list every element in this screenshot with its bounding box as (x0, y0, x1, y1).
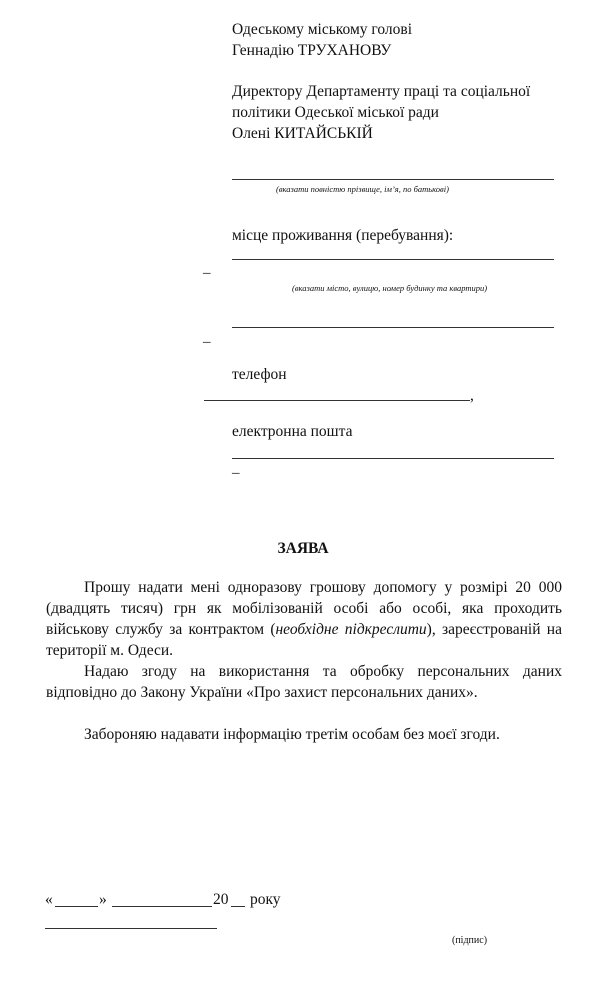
signature-line[interactable] (45, 928, 217, 929)
date-close-quote: » (99, 891, 107, 908)
document-title: ЗАЯВА (277, 540, 329, 557)
date-month-line[interactable] (112, 906, 212, 907)
date-year-prefix: 20 (213, 891, 229, 908)
address-hint: (вказати місто, вулицю, номер будинку та квартири) (292, 283, 488, 293)
request-text-end: ), зареєстрованій на території м. Одеси. (46, 621, 562, 659)
addressee-director-line1: Директору Департаменту праці та соціальної (232, 83, 531, 100)
addressee-mayor-line2: Геннадію ТРУХАНОВУ (232, 42, 392, 59)
request-text-italic: необхідне підкреслити (275, 621, 427, 638)
phone-comma: , (470, 387, 474, 404)
prohibition-paragraph: Забороняю надавати інформацію третім особам без моєї згоди. (84, 726, 500, 743)
date-open-quote: « (45, 891, 53, 908)
phone-line[interactable] (204, 400, 470, 401)
email-label: електронна пошта (232, 423, 353, 440)
request-text-start: Прошу надати мені одноразову грошову допомогу у розмірі 20 000 (двадцять тисяч) грн як мобілізованій особі або особі, яка проходить військову службу за контрактом ( (46, 579, 562, 638)
email-line[interactable] (232, 458, 554, 459)
residence-dash-1: – (203, 265, 211, 281)
signature-hint: (підпис) (452, 935, 488, 946)
date-year-line[interactable] (231, 906, 245, 907)
request-paragraph (46, 577, 562, 661)
addressee-director-line3: Олені КИТАЙСЬКІЙ (232, 125, 373, 142)
applicant-name-line[interactable] (232, 179, 554, 180)
date-year-suffix: року (250, 891, 281, 908)
residence-dash-2: – (203, 334, 211, 350)
phone-label: телефон (232, 366, 287, 383)
residence-line-2[interactable] (232, 327, 554, 328)
consent-paragraph: Надаю згоду на використання та обробку персональних даних відповідно до Закону України «Про захист персональних даних». (46, 663, 562, 701)
applicant-name-hint: (вказати повністю прізвище, ім’я, по батькові) (276, 184, 449, 194)
addressee-director-line2: політики Одеської міської ради (232, 104, 439, 121)
residence-label: місце проживання (перебування): (232, 227, 454, 244)
date-day-line[interactable] (55, 906, 98, 907)
addressee-mayor-line1: Одеському міському голові (232, 21, 413, 38)
email-dash: – (232, 465, 240, 481)
residence-line-1[interactable] (232, 259, 554, 260)
